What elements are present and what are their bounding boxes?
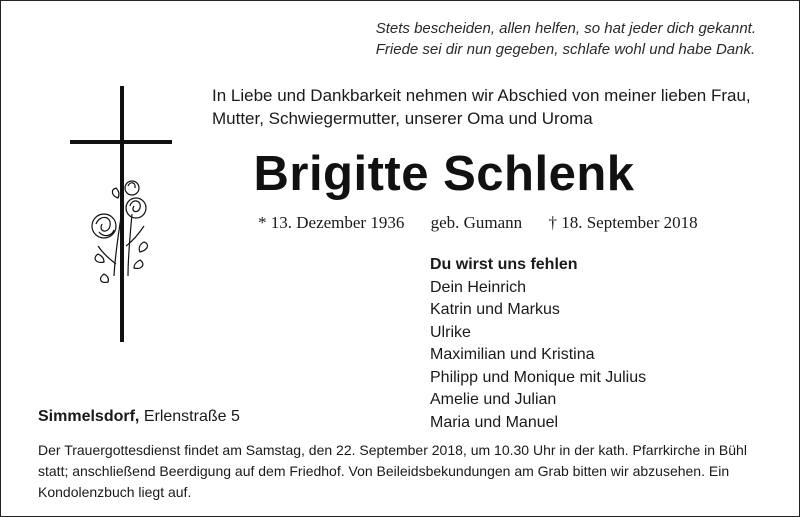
family-member: Ulrike <box>430 323 471 341</box>
family-member: Philipp und Monique mit Julius <box>430 368 647 386</box>
family-member: Amelie und Julian <box>430 391 557 408</box>
family-list <box>430 254 646 434</box>
birth-date: * 13. Dezember 1936 <box>258 213 405 232</box>
family-member: Katrin und Markus <box>430 301 560 318</box>
poem-line-2: Friede sei dir nun gegeben, schlafe wohl und habe Dank. <box>375 41 756 58</box>
location <box>38 408 240 426</box>
intro-line-1: In Liebe und Dankbarkeit nehmen wir Abschied von meiner lieben Frau, <box>212 86 751 105</box>
family-member: Dein Heinrich <box>430 278 527 296</box>
death-date: † 18. September 2018 <box>548 213 698 232</box>
intro-line-2: Mutter, Schwiegermutter, unserer Oma und Uroma <box>212 109 593 128</box>
poem-line-1: Stets bescheiden, allen helfen, so hat jeder dich gekannt. <box>375 20 756 37</box>
cross-with-roses-icon <box>68 86 178 348</box>
poem <box>376 18 756 60</box>
funeral-notice: Der Trauergottesdienst findet am Samstag, den 22. September 2018, um 10.30 Uhr in der kath. Pfarrkirche in Bühl statt; anschließend Beerdigung auf dem Friedhof. Von Beileidsbekundungen am Grab bitten wir abzusehen. Ein Kondolenzbuch liegt auf. <box>38 442 747 500</box>
family-heading: Du wirst uns fehlen <box>430 256 578 273</box>
family-member: Maximilian und Kristina <box>430 346 595 363</box>
maiden-name: geb. Gumann <box>430 213 523 232</box>
location-street: Erlenstraße 5 <box>143 408 240 425</box>
life-dates <box>258 213 720 233</box>
intro-text <box>212 84 751 130</box>
deceased-name: Brigitte Schlenk <box>253 147 635 201</box>
location-town: Simmelsdorf, <box>38 408 140 425</box>
family-member: Maria und Manuel <box>430 413 559 431</box>
